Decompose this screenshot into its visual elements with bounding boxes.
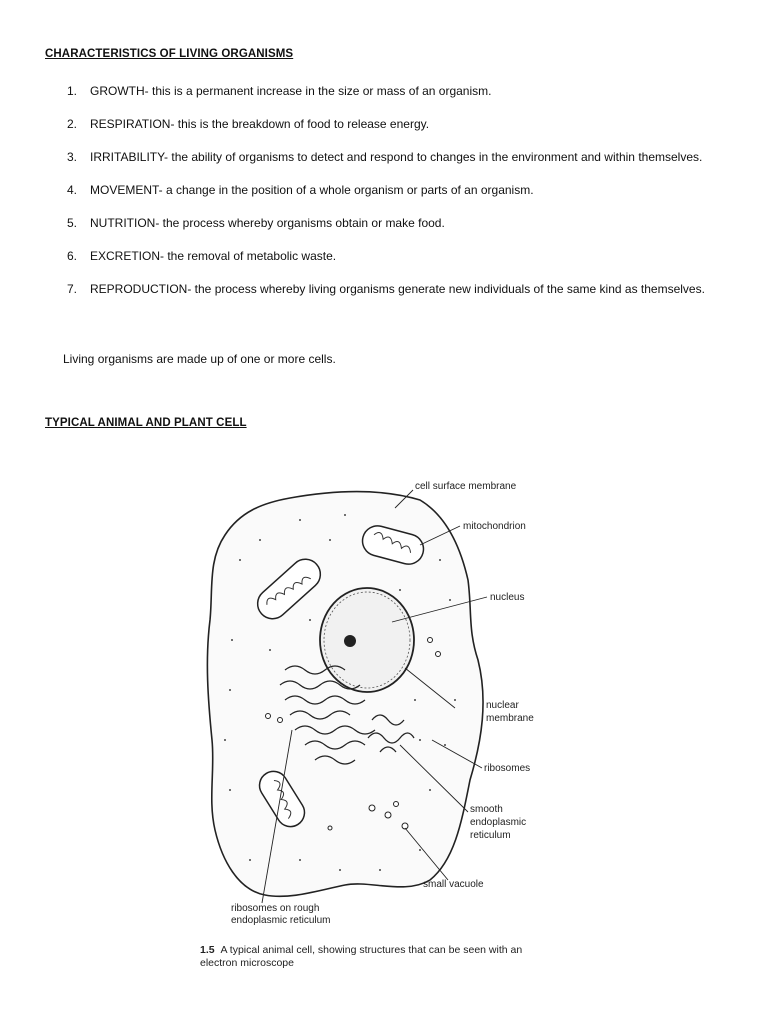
list-item: 1. GROWTH- this is a permanent increase in the size or mass of an organism. — [67, 84, 492, 98]
characteristics-list — [45, 82, 725, 313]
definition: - the ability of organisms to detect and respond to changes in the environment and within themselves. — [164, 150, 703, 164]
caption-line-1: A typical animal cell, showing structures that can be seen with an — [220, 944, 523, 956]
definition: - this is a permanent increase in the size or mass of an organism. — [144, 84, 492, 98]
nucleus-shape — [320, 588, 414, 692]
label-mitochondrion: mitochondrion — [463, 521, 526, 532]
list-item: 5. NUTRITION- the process whereby organisms obtain or make food. — [67, 216, 445, 230]
heading-typical-cell: TYPICAL ANIMAL AND PLANT CELL — [45, 417, 247, 429]
label-smooth-er-1: smooth — [470, 804, 503, 815]
label-nucleus: nucleus — [490, 592, 525, 603]
animal-cell-diagram — [195, 470, 565, 940]
list-item: 2. RESPIRATION- this is the breakdown of food to release energy. — [67, 117, 430, 131]
definition: - the process whereby organisms obtain or make food. — [155, 216, 445, 230]
figure-number: 1.5 — [200, 944, 215, 956]
definition: - the process whereby living organisms generate new individuals of the same kind as themselves. — [187, 282, 705, 296]
definition: - this is the breakdown of food to release energy. — [170, 117, 430, 131]
label-rough-er-2: endoplasmic reticulum — [231, 915, 331, 926]
label-smooth-er-2: endoplasmic — [470, 817, 527, 828]
term: MOVEMENT — [90, 183, 159, 197]
definition: - a change in the position of a whole organism or parts of an organism. — [158, 183, 534, 197]
list-item: 3. IRRITABILITY- the ability of organisms to detect and respond to changes in the environment and within themselves. — [67, 150, 703, 164]
label-rough-er-1: ribosomes on rough — [231, 903, 320, 914]
heading-characteristics: CHARACTERISTICS OF LIVING ORGANISMS — [45, 48, 294, 60]
list-item: 4. MOVEMENT- a change in the position of a whole organism or parts of an organism. — [67, 183, 534, 197]
term: NUTRITION — [90, 216, 156, 230]
term: GROWTH — [90, 84, 145, 98]
list-item: 6. EXCRETION- the removal of metabolic waste. — [67, 249, 337, 263]
cell-surface-membrane-shape — [207, 492, 483, 897]
label-smooth-er-3: reticulum — [470, 830, 511, 841]
caption-line-2: electron microscope — [200, 957, 294, 969]
term: EXCRETION — [90, 249, 161, 263]
label-nuclear-membrane-2: membrane — [486, 713, 534, 724]
term: IRRITABILITY — [90, 150, 165, 164]
label-nuclear-membrane-1: nuclear — [486, 700, 519, 711]
definition: - the removal of metabolic waste. — [160, 249, 337, 263]
cells-note: Living organisms are made up of one or more cells. — [63, 352, 336, 366]
list-item: 7. REPRODUCTION- the process whereby living organisms generate new individuals of the same kind as themselves. — [67, 282, 705, 296]
term: RESPIRATION — [90, 117, 171, 131]
label-ribosomes: ribosomes — [484, 763, 531, 774]
term: REPRODUCTION — [90, 282, 188, 296]
figure-caption — [200, 944, 522, 970]
label-cell-surface-membrane: cell surface membrane — [415, 481, 517, 492]
label-small-vacuole: small vacuole — [423, 879, 484, 890]
